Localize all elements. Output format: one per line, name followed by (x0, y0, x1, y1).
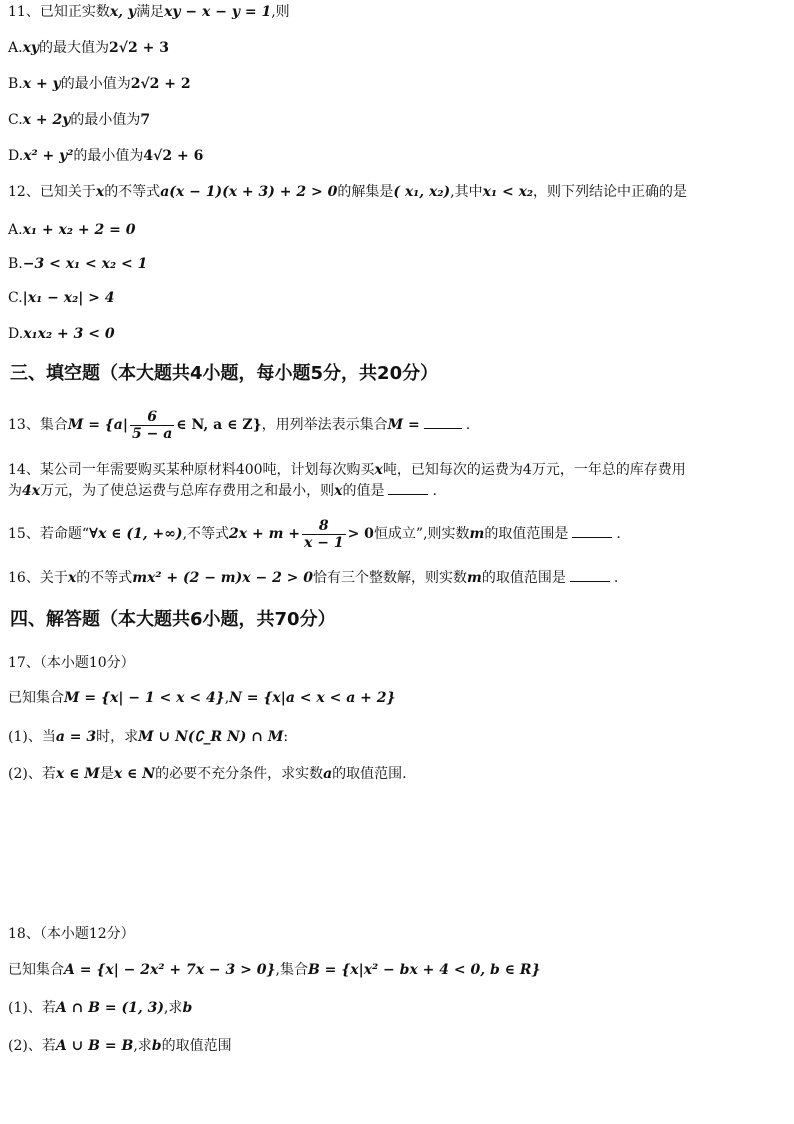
q17-part2-suffix: 的取值范围. (332, 766, 407, 782)
q17-stem-set1: M = {x| − 1 < x < 4} (64, 690, 225, 706)
q18-part2-var: b (151, 1038, 162, 1054)
q16-mid: 的不等式 (76, 570, 133, 586)
q12-option-b-label: B. (8, 256, 23, 272)
q14-line1-a: 14、某公司一年需要购买某种原材料400吨，计划每次购买 (8, 462, 375, 478)
q17-stem-prefix: 已知集合 (8, 690, 64, 706)
section-4-title: 四、解答题（本大题共6小题，共70分） (10, 609, 336, 630)
q11-option-d-value: 4√2 + 6 (143, 148, 204, 164)
q17-part2-prefix: (2)、若 (8, 766, 56, 782)
section-3-title: 三、填空题（本大题共4小题，每小题5分，共20分） (10, 363, 439, 384)
q18-part2-mid: ,求 (133, 1038, 152, 1054)
q16 (8, 568, 618, 588)
q15-mid: ,不等式 (182, 526, 230, 542)
q18-part2-suffix: 的取值范围 (161, 1038, 232, 1054)
q12-stem-mid3: ,其中 (450, 184, 483, 200)
q12-option-c-expr: |x₁ − x₂| > 4 (22, 290, 115, 306)
q17-part1-cond: a = 3 (55, 729, 97, 745)
q11-option-b-label: B. (8, 76, 23, 92)
q12-option-d-expr: x₁x₂ + 3 < 0 (23, 326, 115, 342)
q14-line2 (8, 481, 437, 501)
q12-option-a-expr: x₁ + x₂ + 2 = 0 (22, 222, 136, 238)
q14-line1-b: 吨，已知每次的运费为4万元，一年总的库存费用 (382, 462, 686, 478)
q12-stem-prefix: 12、已知关于 (8, 184, 96, 200)
q11-option-c-text: 的最小值为 (70, 112, 141, 128)
q11-option-d-label: D. (8, 148, 24, 164)
q16-prefix: 16、关于 (8, 570, 68, 586)
q11-option-a-text: 的最大值为 (39, 40, 110, 56)
q11-option-d-text: 的最小值为 (73, 148, 144, 164)
q11-option-c-expr: x + 2y (22, 112, 71, 128)
q12-option-c-label: C. (8, 290, 23, 306)
q14-line2-b: 万元，为了使总运费与总库存费用之和最小，则 (40, 483, 335, 499)
q13-frac-num: 6 (130, 409, 174, 426)
q12-option-b (8, 254, 147, 274)
q11-option-b-text: 的最小值为 (60, 76, 131, 92)
q13-prefix: 13、集合 (8, 417, 68, 433)
q12-option-d (8, 324, 115, 344)
q15-suffix: 的取值范围是 (484, 526, 569, 542)
q12-stem (8, 182, 687, 202)
q15-fraction (302, 518, 346, 551)
q13-set-rhs: ∈ N, a ∈ Z} (176, 417, 262, 433)
q13 (8, 408, 470, 442)
q12-option-a-label: A. (8, 222, 23, 238)
q11-option-d (8, 146, 203, 166)
q16-var2: m (467, 570, 482, 586)
q12-stem-mid: 的不等式 (104, 184, 161, 200)
q15-frac-den: x − 1 (304, 534, 344, 551)
q17-header: 17、（本小题10分） (8, 655, 135, 671)
q16-expr: mx² + (2 − m)x − 2 > 0 (132, 570, 314, 586)
q15-quantifier: ∀x ∈ (1, +∞) (88, 526, 183, 542)
q18-part1-expr: A ∩ B = (1, 3) (55, 1000, 164, 1016)
q18-part1 (8, 998, 192, 1018)
q14-line1 (8, 460, 686, 480)
q14-line2-var: 4x (22, 483, 41, 499)
q15-var: m (469, 526, 485, 542)
q18-part2 (8, 1036, 232, 1056)
q18-part2-prefix: (2)、若 (8, 1038, 56, 1054)
q18-header: 18、（本小题12分） (8, 926, 135, 942)
q14-line2-var2: x (334, 483, 343, 499)
q18-part2-expr: A ∪ B = B (55, 1038, 134, 1054)
q12-stem-var: x (95, 184, 105, 200)
q12-option-d-label: D. (8, 326, 24, 342)
q11-option-b-expr: x + y (22, 76, 61, 92)
q15-answer-blank[interactable] (572, 525, 612, 538)
q17-part1-mid: 时，求 (96, 729, 139, 745)
q17-part1-prefix: (1)、当 (8, 729, 56, 745)
q13-target: M = (387, 417, 420, 433)
q18-part1-var: b (182, 1000, 193, 1016)
q18-stem-set2: B = {x|x² − bx + 4 < 0, b ∈ R} (307, 962, 541, 978)
q12-option-a (8, 220, 135, 240)
q16-var: x (67, 570, 77, 586)
q13-answer-blank[interactable] (424, 416, 462, 429)
q11-option-c-label: C. (8, 112, 23, 128)
q18-stem (8, 960, 541, 980)
q17-part2-mid: 是 (99, 766, 114, 782)
q12-stem-suffix: ，则下列结论中正确的是 (533, 184, 688, 200)
q15 (8, 516, 621, 552)
q11-stem-mid: 满足 (136, 4, 165, 20)
q13-mid: ，用列举法表示集合 (261, 417, 388, 433)
q17-part1 (8, 727, 288, 747)
q12-stem-ineq: a(x − 1)(x + 3) + 2 > 0 (160, 184, 338, 200)
q14-line1-var: x (374, 462, 383, 478)
q11-stem (8, 2, 290, 22)
q17-part1-expr: M ∪ N(∁_R N) ∩ M (138, 729, 284, 745)
q11-stem-eq: xy − x − y = 1 (164, 4, 272, 20)
q11-stem-vars: x, y (109, 4, 137, 20)
q16-answer-blank[interactable] (570, 569, 610, 582)
q18-stem-set1: A = {x| − 2x² + 7x − 3 > 0} (64, 962, 276, 978)
q17-stem (8, 688, 396, 708)
q15-prefix: 15、若命题“ (8, 526, 89, 542)
q14-line2-a: 为 (8, 483, 22, 499)
q17-stem-set2: N = {x|a < x < a + 2} (229, 690, 396, 706)
q15-mid2: 恒成立”,则实数 (373, 526, 470, 542)
q14-suffix: . (432, 483, 437, 499)
q17-part2-a: x ∈ M (55, 766, 100, 782)
q12-stem-mid2: 的解集是 (337, 184, 394, 200)
q11-option-a-value: 2√2 + 3 (109, 40, 169, 56)
q11-option-d-expr: x² + y² (23, 148, 74, 164)
q17-part2 (8, 764, 407, 784)
q12-stem-cond: x₁ < x₂ (482, 184, 534, 200)
q11-option-a-label: A. (8, 40, 23, 56)
q13-frac-den: 5 − a (131, 425, 173, 442)
q14-line2-c: 的值是 (342, 483, 385, 499)
q15-frac-num: 8 (302, 518, 346, 535)
q11-option-a-expr: xy (22, 40, 40, 56)
q13-set-lhs: M = {a| (67, 417, 128, 433)
q12-stem-set: ( x₁, x₂) (393, 184, 451, 200)
q16-mid2: 恰有三个整数解，则实数 (313, 570, 468, 586)
q17-part1-suffix: : (283, 729, 289, 745)
q12-option-c (8, 288, 115, 308)
q13-fraction (130, 409, 174, 442)
q12-option-b-expr: −3 < x₁ < x₂ < 1 (22, 256, 148, 272)
q17-stem-sep: , (224, 690, 230, 706)
q17-part2-mid2: 的必要不充分条件，求实数 (155, 766, 324, 782)
q18-stem-mid: ,集合 (275, 962, 308, 978)
q11-option-c (8, 110, 150, 130)
q14-answer-blank[interactable] (388, 482, 428, 495)
q11-stem-prefix: 11、已知正实数 (8, 4, 110, 20)
q16-suffix: 的取值范围是 (481, 570, 566, 586)
q18-part1-prefix: (1)、若 (8, 1000, 56, 1016)
q11-option-b-value: 2√2 + 2 (130, 76, 191, 92)
q17-part2-var: a (323, 766, 333, 782)
q11-stem-suffix: ,则 (271, 4, 290, 20)
q15-end: . (616, 526, 621, 542)
q11-option-a (8, 38, 169, 58)
q11-option-c-value: 7 (140, 112, 151, 128)
q13-suffix: . (465, 417, 471, 433)
q18-part1-mid: ,求 (163, 1000, 183, 1016)
q15-expr: 2x + m + (229, 526, 300, 542)
q11-option-b (8, 74, 191, 94)
q18-stem-prefix: 已知集合 (8, 962, 64, 978)
q17-part2-b: x ∈ N (113, 766, 156, 782)
q15-ineq: > 0 (347, 526, 374, 542)
q16-end: . (613, 570, 619, 586)
